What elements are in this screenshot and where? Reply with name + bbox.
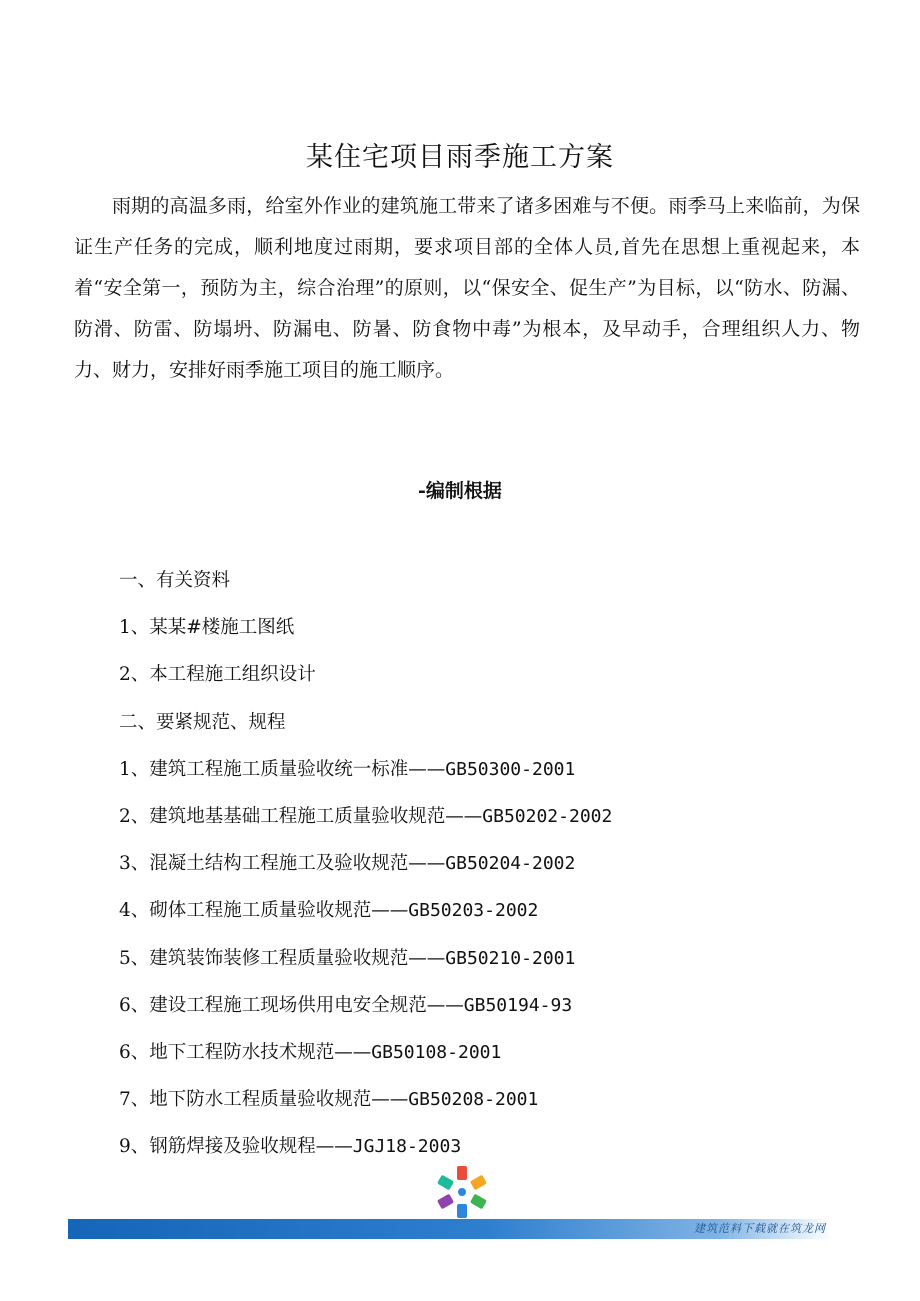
standard-code: GB50210-2001 <box>445 947 576 969</box>
list-item <box>119 944 612 991</box>
list-item <box>119 755 612 802</box>
standard-code: GB50300-2001 <box>445 758 576 780</box>
zhulong-logo-icon <box>432 1164 492 1220</box>
item-text: 3、混凝土结构工程施工及验收规范—— <box>119 853 446 875</box>
list-item <box>119 896 612 943</box>
list-item <box>119 1038 612 1085</box>
standard-code: GB50208-2001 <box>408 1089 539 1111</box>
list-item <box>119 849 612 896</box>
footer-bar <box>68 1219 832 1239</box>
item-text: 一、有关资料 <box>119 570 231 591</box>
item-text: 6、建设工程施工现场供用电安全规范—— <box>119 994 464 1016</box>
standard-code: GB50204-2002 <box>445 853 576 875</box>
footer-text: 建筑范料下载就在筑龙网 <box>694 1222 826 1235</box>
item-text: 2、本工程施工组织设计 <box>119 664 316 686</box>
list-item <box>119 1085 612 1132</box>
item-text: 二、要紧规范、规程 <box>119 711 286 733</box>
standard-code: GB50203-2002 <box>408 900 539 922</box>
item-text: 1、某某#楼施工图纸 <box>119 617 295 639</box>
intro-paragraph: 雨期的高温多雨，给室外作业的建筑施工带来了诸多困难与不便。雨季马上来临前，为保证生产任务的完成，顺利地度过雨期，要求项目部的全体人员,首先在思想上重视起来，本着“安全第一，预防为主，综合治理”的原则，以“保安全、促生产”为目标，以“防水、防漏、防滑、防雷、防塌坍、防漏电、防暑、防食物中毒”为根本，及早动手，合理组织人力、物力、财力，安排好雨季施工项目的施工顺序。 <box>74 195 860 381</box>
item-text: 2、建筑地基基础工程施工质量验收规范—— <box>119 805 483 827</box>
item-text: 9、钢筋焊接及验收规程—— <box>119 1136 353 1158</box>
item-text: 1、建筑工程施工质量验收统一标准—— <box>119 758 446 780</box>
list-item <box>119 708 612 755</box>
standard-code: GB50108-2001 <box>371 1041 502 1063</box>
list-item <box>119 991 612 1038</box>
item-text: 6、地下工程防水技术规范—— <box>119 1041 372 1063</box>
reference-list <box>119 566 612 1179</box>
section-heading: -编制根据 <box>418 480 502 502</box>
item-text: 7、地下防水工程质量验收规范—— <box>119 1089 409 1111</box>
list-item <box>119 660 612 707</box>
standard-code: JGJ18-2003 <box>352 1136 462 1158</box>
list-item <box>119 613 612 660</box>
standard-code: GB50194-93 <box>463 994 573 1016</box>
list-item <box>119 802 612 849</box>
list-item <box>119 566 612 613</box>
standard-code: GB50202-2002 <box>482 805 613 827</box>
list-item <box>119 1132 612 1179</box>
document-title: 某住宅项目雨季施工方案 <box>306 142 614 173</box>
item-text: 4、砌体工程施工质量验收规范—— <box>119 900 409 922</box>
item-text: 5、建筑装饰装修工程质量验收规范—— <box>119 947 446 969</box>
